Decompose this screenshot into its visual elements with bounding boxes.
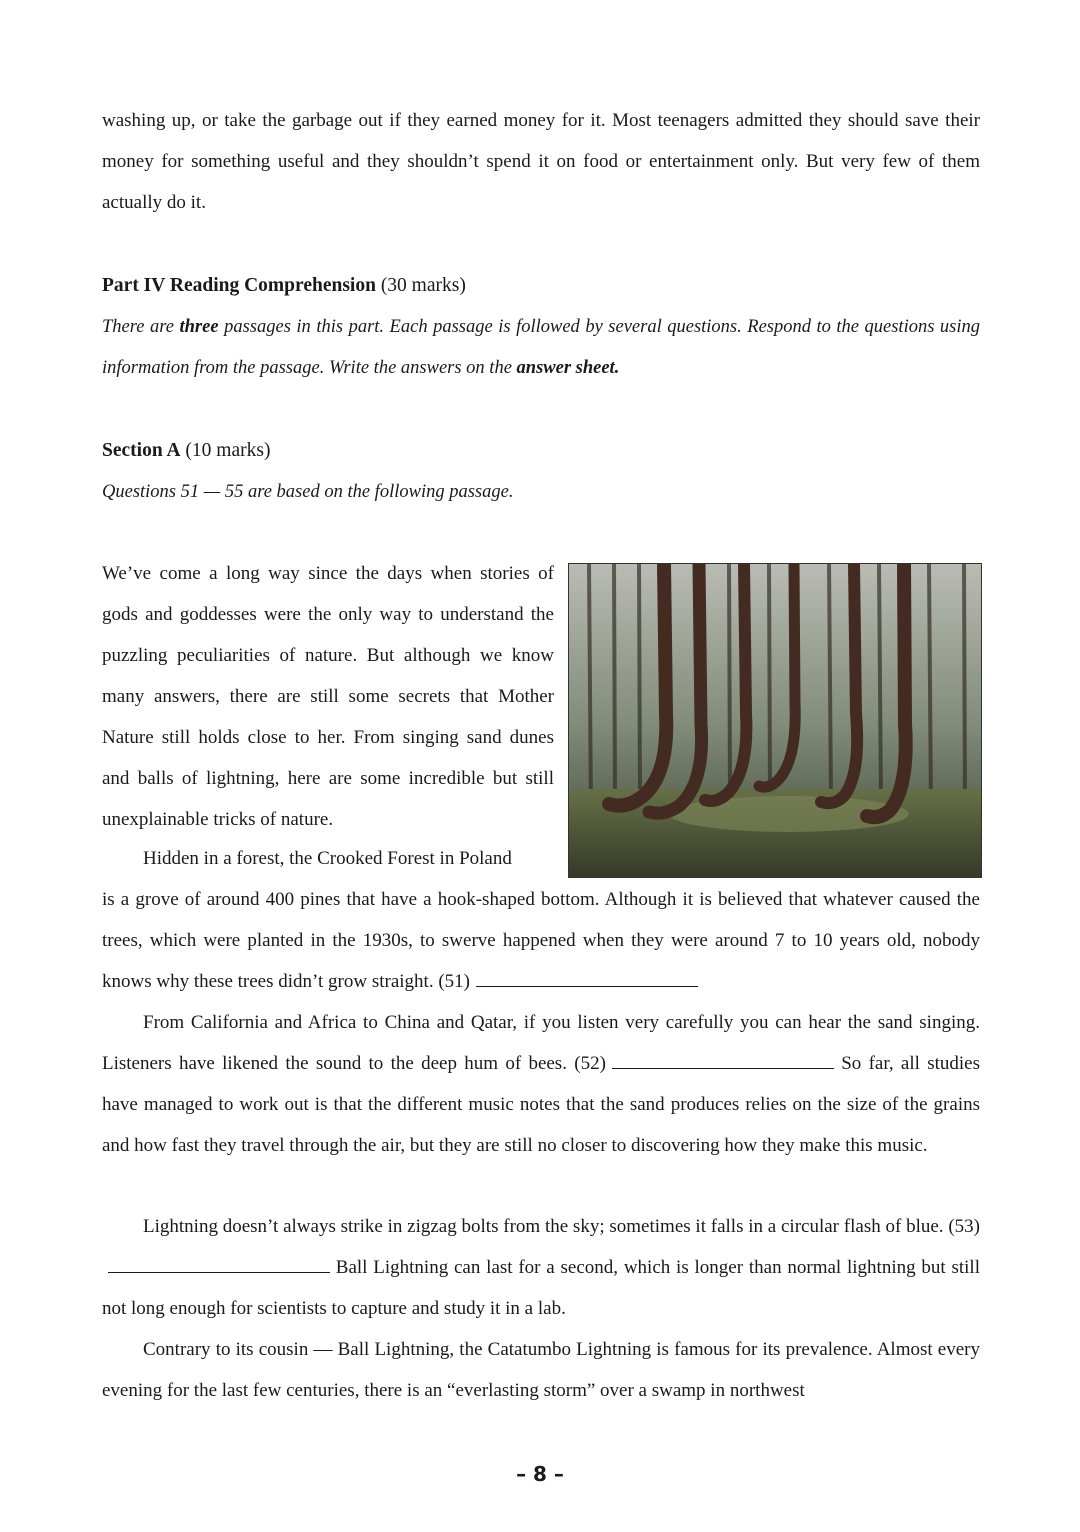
instr-bold-answer-sheet: answer sheet.	[516, 358, 620, 378]
paragraph-4-text-b: Ball Lightning can last for a second, which is longer than normal lightning but still not long enough for scientists to capture and study it in a lab.	[102, 1257, 980, 1319]
passage-paragraph-4	[102, 1206, 980, 1329]
passage-paragraph-1: We’ve come a long way since the days when stories of gods and goddesses were the only way to understand the puzzling peculiarities of nature. But although we know many answers, there are still some secrets that Mother Nature still holds close to her. From singing sand dunes and balls of lightning, here are some incredible but still unexplainable tricks of nature.	[102, 563, 554, 830]
answer-blank-51	[476, 964, 698, 987]
paragraph-3-text-a: From California and Africa to China and Qatar, if you listen very carefully you can hear the sand singing. Listeners have likened the sound to the deep hum of bees. (52)	[102, 1012, 980, 1074]
instr-bold-three: three	[179, 317, 219, 337]
passage-paragraph-3	[102, 1002, 980, 1166]
passage-paragraph-2-start: Hidden in a forest, the Crooked Forest in Poland	[143, 848, 512, 869]
instr-text-2: passages in this part. Each passage is followed by several questions. Respond to the questions using information from the passage. Write the answers on the	[102, 317, 981, 378]
paragraph-4-text-a: Lightning doesn’t always strike in zigzag bolts from the sky; sometimes it falls in a circular flash of blue. (53)	[143, 1216, 980, 1237]
sectionA-instruction: Questions 51 — 55 are based on the following passage.	[102, 482, 514, 502]
paragraph-2-text: is a grove of around 400 pines that have a hook-shaped bottom. Although it is believed that whatever caused the trees, which were planted in the 1930s, to swerve happened when they were around 7 to 10 years old, nobody knows why these trees didn’t grow straight. (51)	[102, 889, 980, 992]
answer-blank-52	[612, 1046, 834, 1069]
crooked-forest-photo	[568, 563, 982, 878]
passage-paragraph-5: Contrary to its cousin — Ball Lightning, the Catatumbo Lightning is famous for its prevalence. Almost every evening for the last few centuries, there is an “everlasting storm” over a swamp in northwest	[102, 1339, 980, 1401]
instr-text-1: There are	[102, 317, 174, 337]
sectionA-title: Section A	[102, 440, 181, 461]
sectionA-marks: (10 marks)	[185, 440, 271, 461]
sectionA-heading	[102, 436, 270, 466]
passage-paragraph-2-continued	[102, 879, 980, 1002]
part4-title: Part IV Reading Comprehension	[102, 275, 376, 296]
part4-marks: (30 marks)	[380, 275, 466, 296]
paragraph-3-text-b: So far, all studies have managed to work out is that the different music notes that the sand produces relies on the size of the grains and how fast they travel through the air, but they are still no closer to discovering how they make this music.	[102, 1053, 980, 1156]
page-number: – 8 –	[516, 1462, 564, 1486]
answer-blank-53	[108, 1250, 330, 1273]
intro-paragraph: washing up, or take the garbage out if they earned money for it. Most teenagers admitted they should save their money for something useful and they shouldn’t spend it on food or entertainment only. But very few of them actually do it.	[102, 110, 980, 213]
part4-instructions	[102, 307, 980, 389]
part4-heading	[102, 271, 466, 301]
